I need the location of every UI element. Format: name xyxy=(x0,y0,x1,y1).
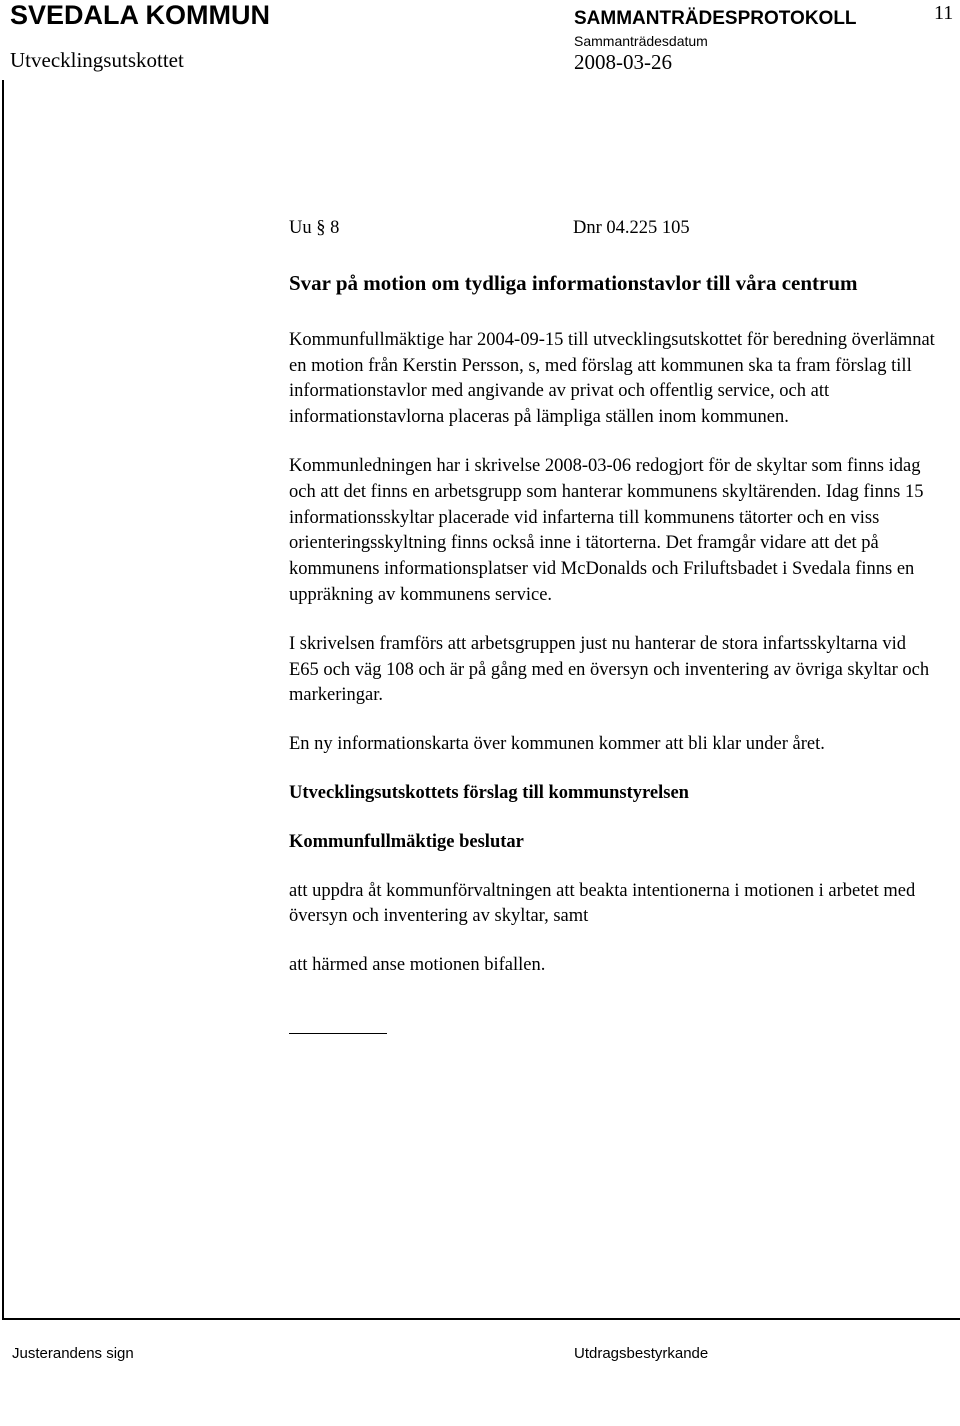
footer-certification-label: Utdragsbestyrkande xyxy=(574,1345,709,1362)
meeting-date-label: Sammanträdesdatum xyxy=(574,33,708,49)
page-number: 11 xyxy=(934,2,954,24)
meeting-date: 2008-03-26 xyxy=(574,50,672,74)
proposal-heading: Utvecklingsutskottets förslag till kommunstyrelsen xyxy=(289,782,689,803)
paragraph-map: En ny informationskarta över kommunen kommer att bli klar under året. xyxy=(289,734,825,755)
footer-signature-label: Justerandens sign xyxy=(12,1345,134,1362)
decision-item-1: att uppdra åt kommunförvaltningen att beakta intentionerna i motionen i arbetet med översyn och inventering av skyltar, samt xyxy=(289,880,916,927)
case-title: Svar på motion om tydliga informationstavlor till våra centrum xyxy=(289,270,858,295)
diary-number: Dnr 04.225 105 xyxy=(573,218,690,238)
decision-heading: Kommunfullmäktige beslutar xyxy=(289,831,524,852)
minutes-body xyxy=(289,216,939,1034)
paragraph-background: Kommunfullmäktige har 2004-09-15 till utvecklingsutskottet för beredning överlämnat en motion från Kerstin Persson, s, med förslag att kommunen ska ta fram förslag till informationstavlor med angivande av privat och offentlig service, och att informationstavlorna placeras på lämpliga ställen inom kommunen. xyxy=(289,329,935,428)
paragraph-working-group: I skrivelsen framförs att arbetsgruppen just nu hanterar de stora infartsskyltarna vid E65 och väg 108 och är på gång med en översyn och inventering av övriga skyltar och markeringar. xyxy=(289,633,930,706)
organization-name: SVEDALA KOMMUN xyxy=(10,0,270,30)
paragraph-report: Kommunledningen har i skrivelse 2008-03-06 redogjort för de skyltar som finns idag och att det finns en arbetsgrupp som hanterar kommunens skyltärenden. Idag finns 15 informationsskyltar placerade vid infarterna till kommunens tätorter och en viss orienteringsskyltning finns också inne i tätorterna. Det framgår vidare att det på kommunens informationsplatser vid McDonalds och Friluftsbadet i Svedala finns en uppräkning av kommunens service. xyxy=(289,455,924,605)
left-margin-rule xyxy=(2,80,4,1318)
committee-name: Utvecklingsutskottet xyxy=(10,48,184,72)
document-type: SAMMANTRÄDESPROTOKOLL xyxy=(574,8,857,29)
decision-item-2: att härmed anse motionen bifallen. xyxy=(289,955,546,976)
case-reference xyxy=(289,216,939,242)
signature-line xyxy=(289,1033,387,1034)
paragraph-number: Uu § 8 xyxy=(289,218,340,238)
footer-rule xyxy=(2,1318,960,1320)
